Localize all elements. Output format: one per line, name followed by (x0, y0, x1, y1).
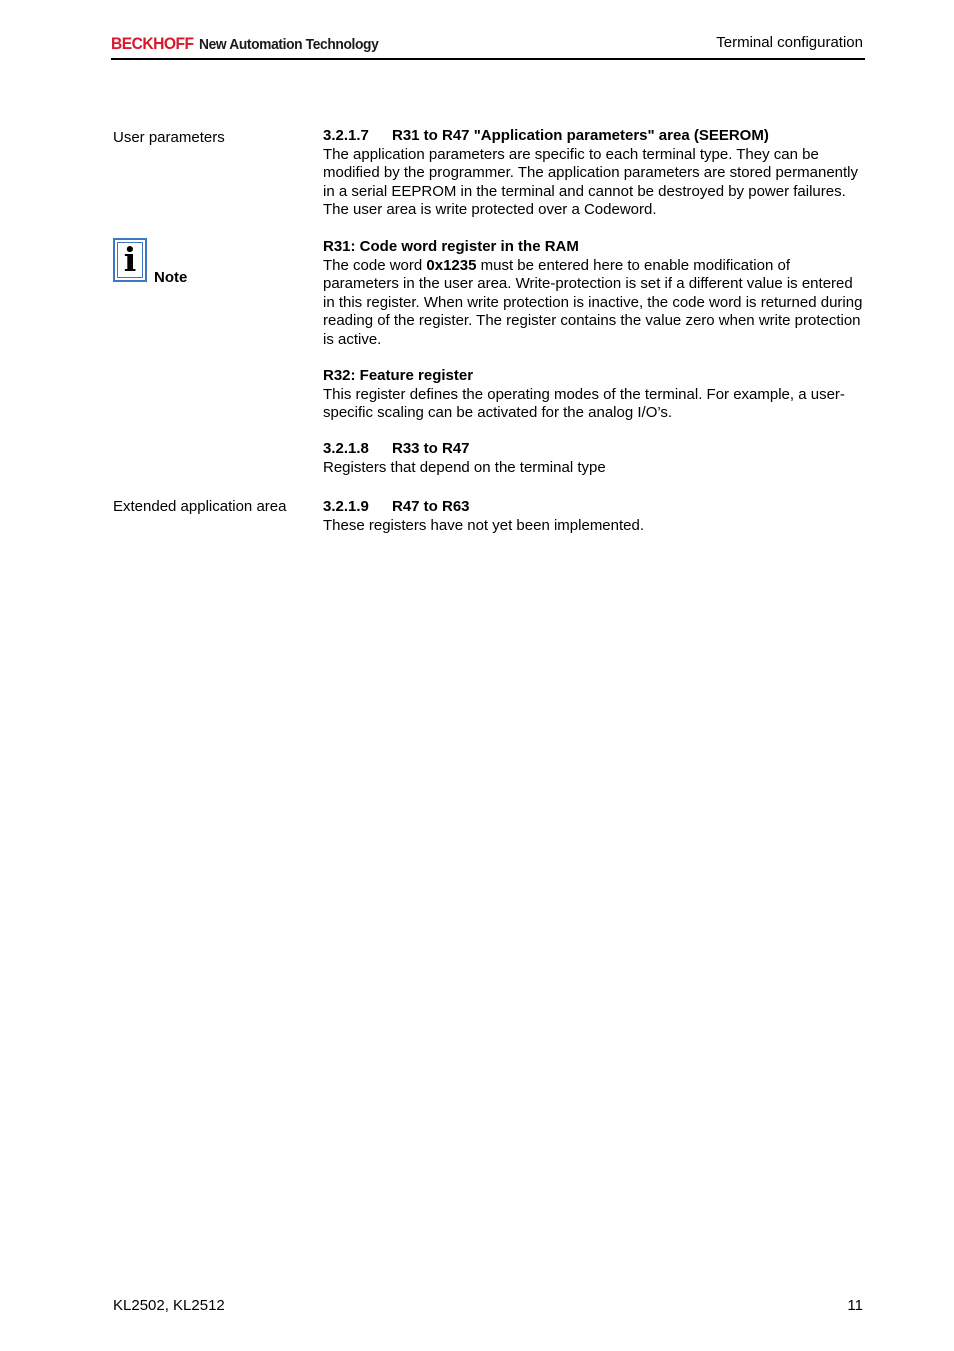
logo-tagline: New Automation Technology (199, 36, 379, 53)
r31-body (323, 257, 863, 350)
section-number: 3.2.1.7 (323, 127, 369, 144)
section-3-2-1-7 (323, 127, 863, 220)
r32-block (323, 367, 863, 423)
margin-label-extended: Extended application area (113, 498, 287, 515)
info-icon-glyph: i (123, 240, 137, 279)
section-3-2-1-8 (323, 440, 863, 477)
section-title: R33 to R47 (392, 440, 470, 457)
section-title: R47 to R63 (392, 498, 470, 515)
header-section-title: Terminal configuration (716, 34, 863, 51)
section-title: R31 to R47 "Application parameters" area (SEEROM) (392, 127, 769, 144)
r32-heading: R32: Feature register (323, 367, 474, 384)
code-word-value: 0x1235 (426, 256, 477, 274)
r32-body: This register defines the operating modes of the terminal. For example, a user-specific scaling can be activated for the analog I/O’s. (323, 385, 845, 422)
info-icon (113, 238, 147, 282)
section-number: 3.2.1.9 (323, 498, 369, 515)
r31-block (323, 238, 863, 350)
footer-product: KL2502, KL2512 (113, 1297, 225, 1314)
section-number: 3.2.1.8 (323, 440, 369, 457)
beckhoff-logo: BECKHOFF (111, 34, 194, 53)
section-body: The application parameters are specific to each terminal type. They can be modified by the programmer. The application parameters are stored permanently in a serial EEPROM in the terminal and cannot be destroyed by power failures. The user area is write protected over a Codeword. (323, 145, 858, 219)
margin-label-user-parameters: User parameters (113, 129, 225, 146)
section-body: These registers have not yet been implemented. (323, 516, 645, 534)
page-header (111, 30, 865, 60)
section-heading (323, 127, 863, 146)
section-heading (323, 498, 863, 517)
section-3-2-1-9 (323, 498, 863, 535)
note-label: Note (154, 269, 188, 286)
r31-heading: R31: Code word register in the RAM (323, 238, 579, 255)
section-body: Registers that depend on the terminal type (323, 458, 606, 476)
section-heading (323, 440, 863, 459)
footer-page-number: 11 (847, 1297, 863, 1314)
r31-body-pre: The code word (323, 256, 427, 274)
r31-body-post: must be entered here to enable modification of parameters in the user area. Write-protection is set if a different value is entered in this register. When write protection is inactive, the code word is returned during reading of the register. The register contains the value zero when write protection is active. (323, 256, 863, 348)
